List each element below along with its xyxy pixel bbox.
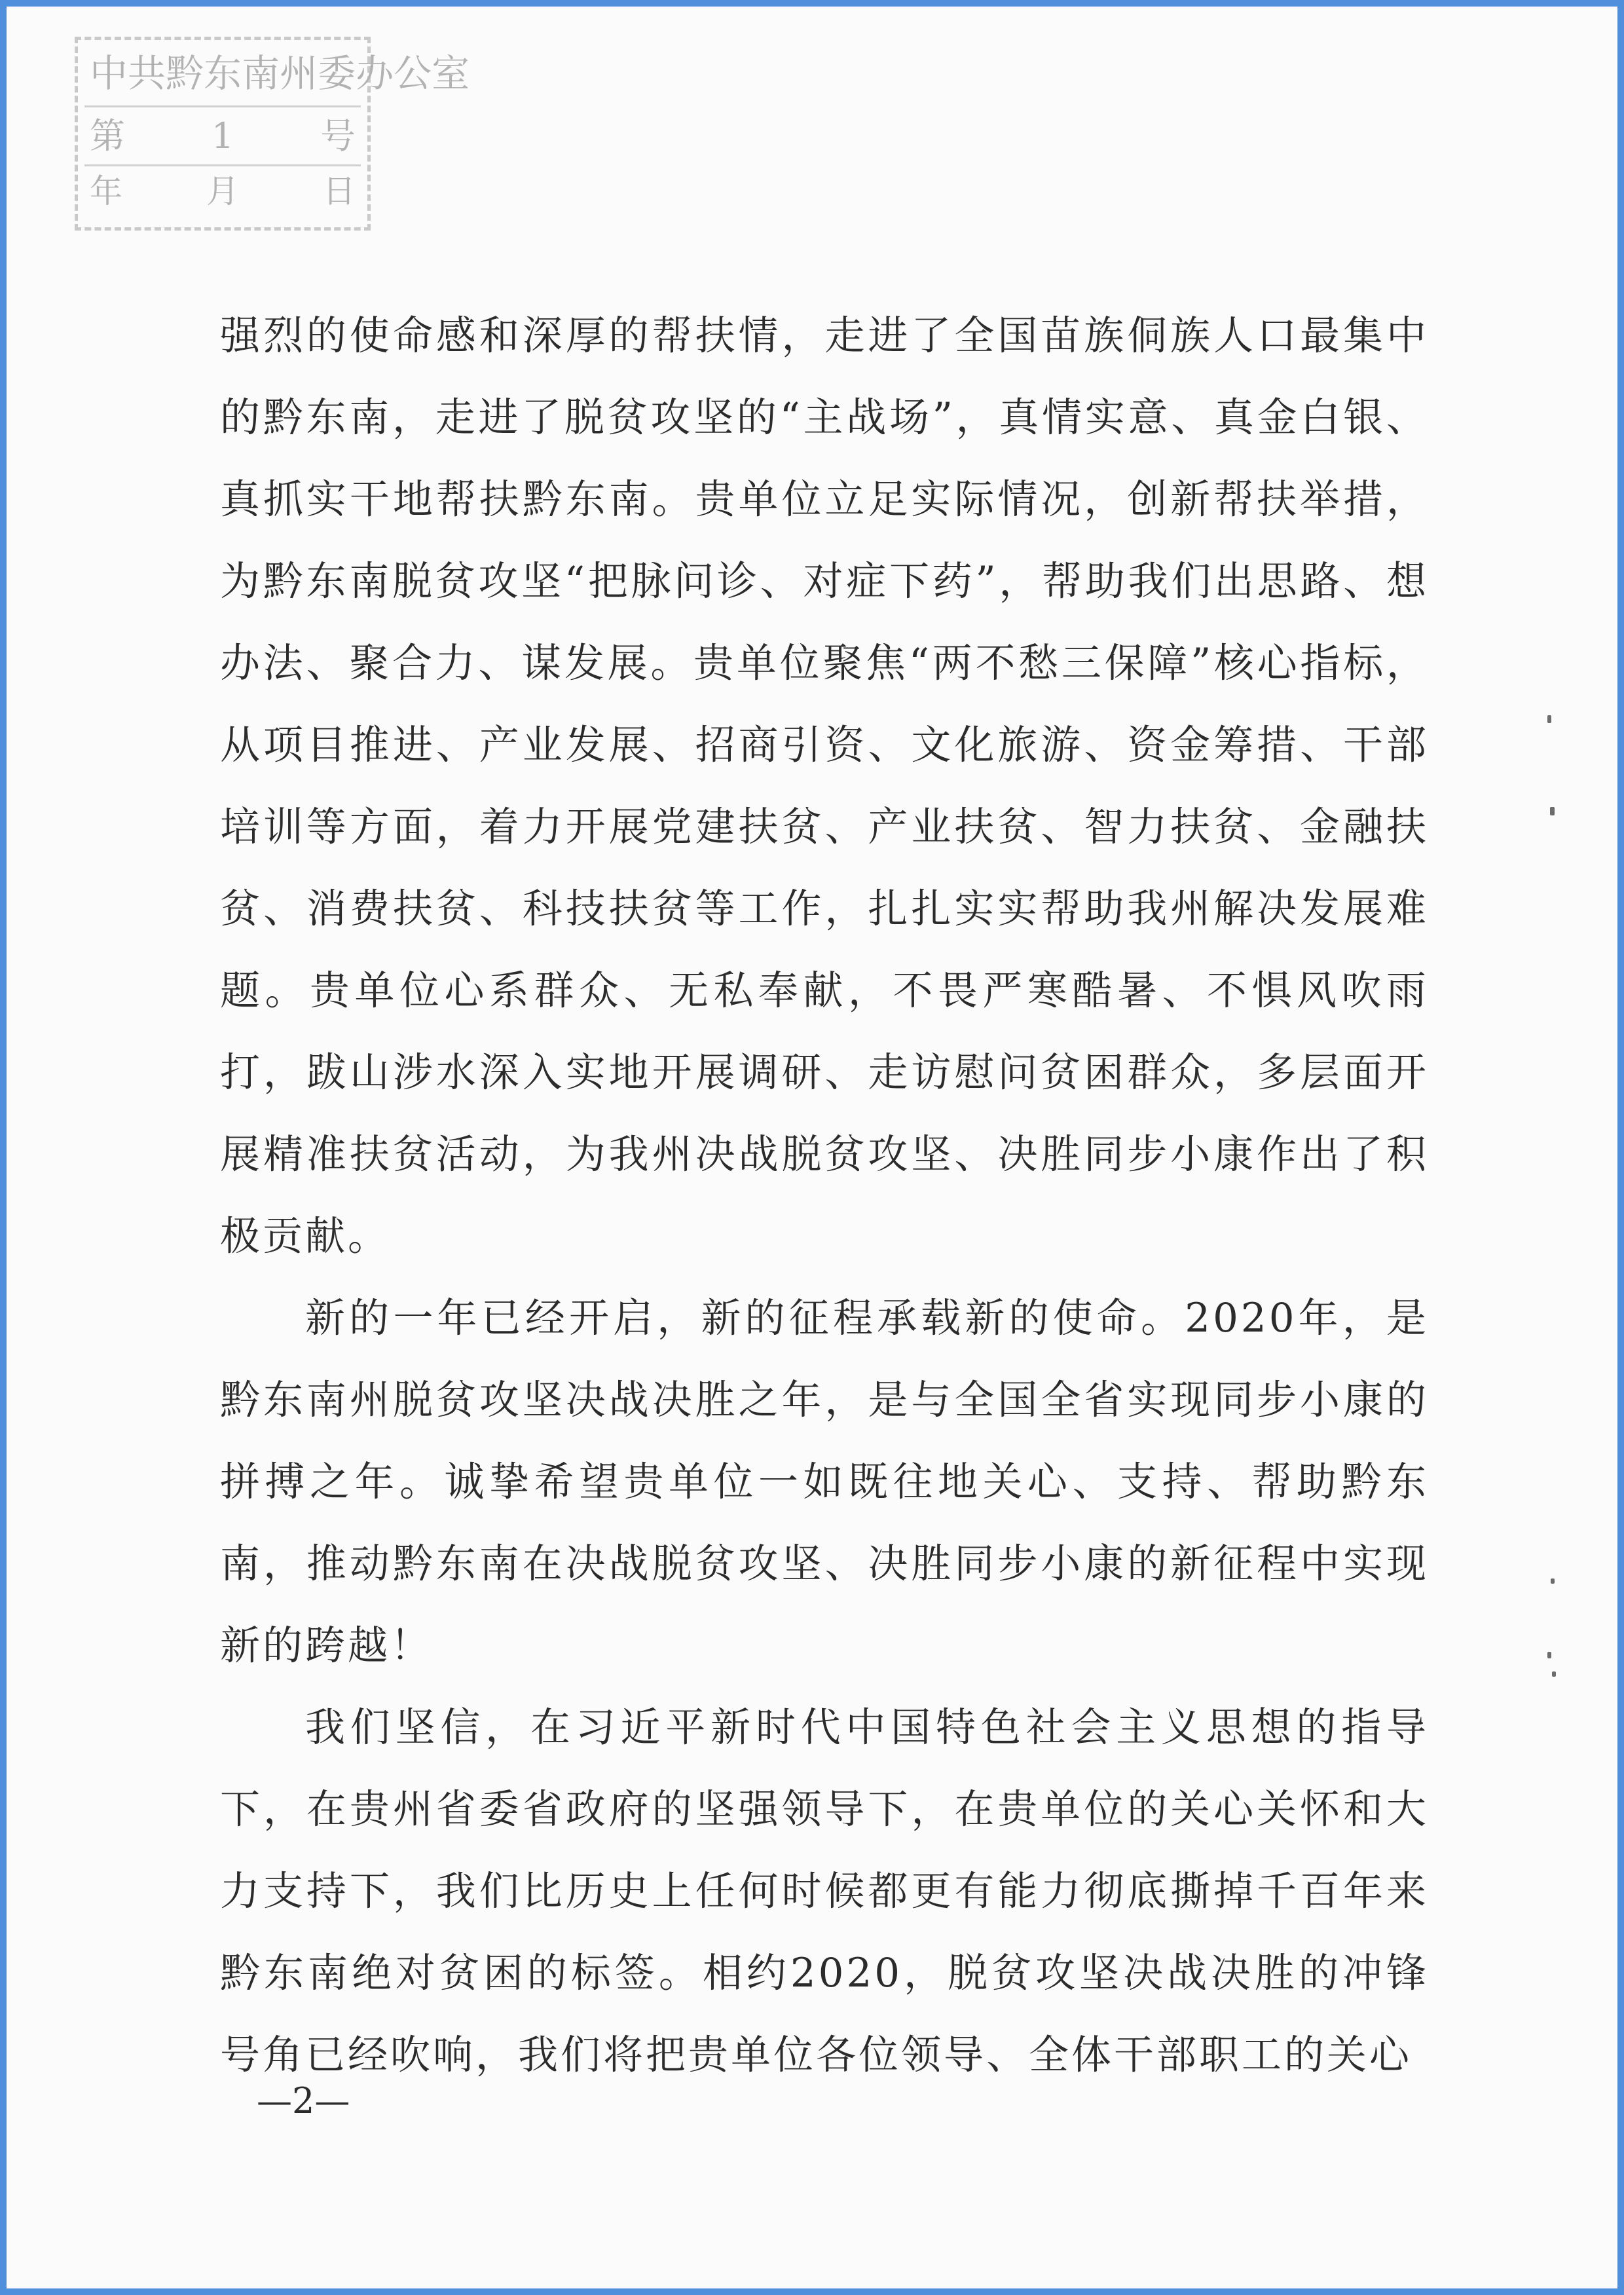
paragraph-new-year: 新的一年已经开启，新的征程承载新的使命。2020年，是黔东南州脱贫攻坚决战决胜之年，是与全国全省实现同步小康的拼搏之年。诚挚希望贵单位一如既往地关心、支持、帮助黔东南，推动黔东南在决战脱贫攻坚、决胜同步小康的新征程中实现新的跨越！: [220, 1295, 1429, 1669]
stamp-divider: [84, 105, 361, 107]
scan-speck: [1551, 1578, 1555, 1584]
page-number: —2—: [257, 2080, 350, 2121]
stamp-divider: [84, 164, 361, 166]
letter-body: [220, 295, 1429, 2096]
scan-speck: [1547, 715, 1551, 723]
paragraph-confidence: 我们坚信，在习近平新时代中国特色社会主义思想的指导下，在贵州省委省政府的坚强领导下，在贵单位的关心关怀和大力支持下，我们比历史上任何时候都更有能力彻底撕掉千百年来黔东南绝对贫困的标签。相约2020，脱贫攻坚决战决胜的冲锋号角已经吹响，我们将把贵单位各位领导、全体干部职工的关心: [220, 1704, 1429, 2078]
receipt-stamp: [75, 37, 470, 231]
scan-speck: [1550, 807, 1555, 815]
scan-speck: [1547, 1652, 1551, 1658]
scan-speck: [1552, 1671, 1556, 1677]
stamp-row-date: 年 月 日: [90, 172, 356, 210]
paragraph-continuation: 强烈的使命感和深厚的帮扶情，走进了全国苗族侗族人口最集中的黔东南，走进了脱贫攻坚的“主战场”，真情实意、真金白银、真抓实干地帮扶黔东南。贵单位立足实际情况，创新帮扶举措，为黔东南脱贫攻坚“把脉问诊、对症下药”，帮助我们出思路、想办法、聚合力、谋发展。贵单位聚焦“两不愁三保障”核心指标，从项目推进、产业发展、招商引资、文化旅游、资金筹措、干部培训等方面，着力开展党建扶贫、产业扶贫、智力扶贫、金融扶贫、消费扶贫、科技扶贫等工作，扎扎实实帮助我州解决发展难题。贵单位心系群众、无私奉献，不畏严寒酷暑、不惧风吹雨打，跋山涉水深入实地开展调研、走访慰问贫困群众，多层面开展精准扶贫活动，为我州决战脱贫攻坚、决胜同步小康作出了积极贡献。: [220, 312, 1429, 1259]
stamp-row-number: 第 1 号: [90, 115, 356, 157]
stamp-row-issuer: 中 共 黔 东 南 州 委 办 公 室: [90, 51, 470, 96]
